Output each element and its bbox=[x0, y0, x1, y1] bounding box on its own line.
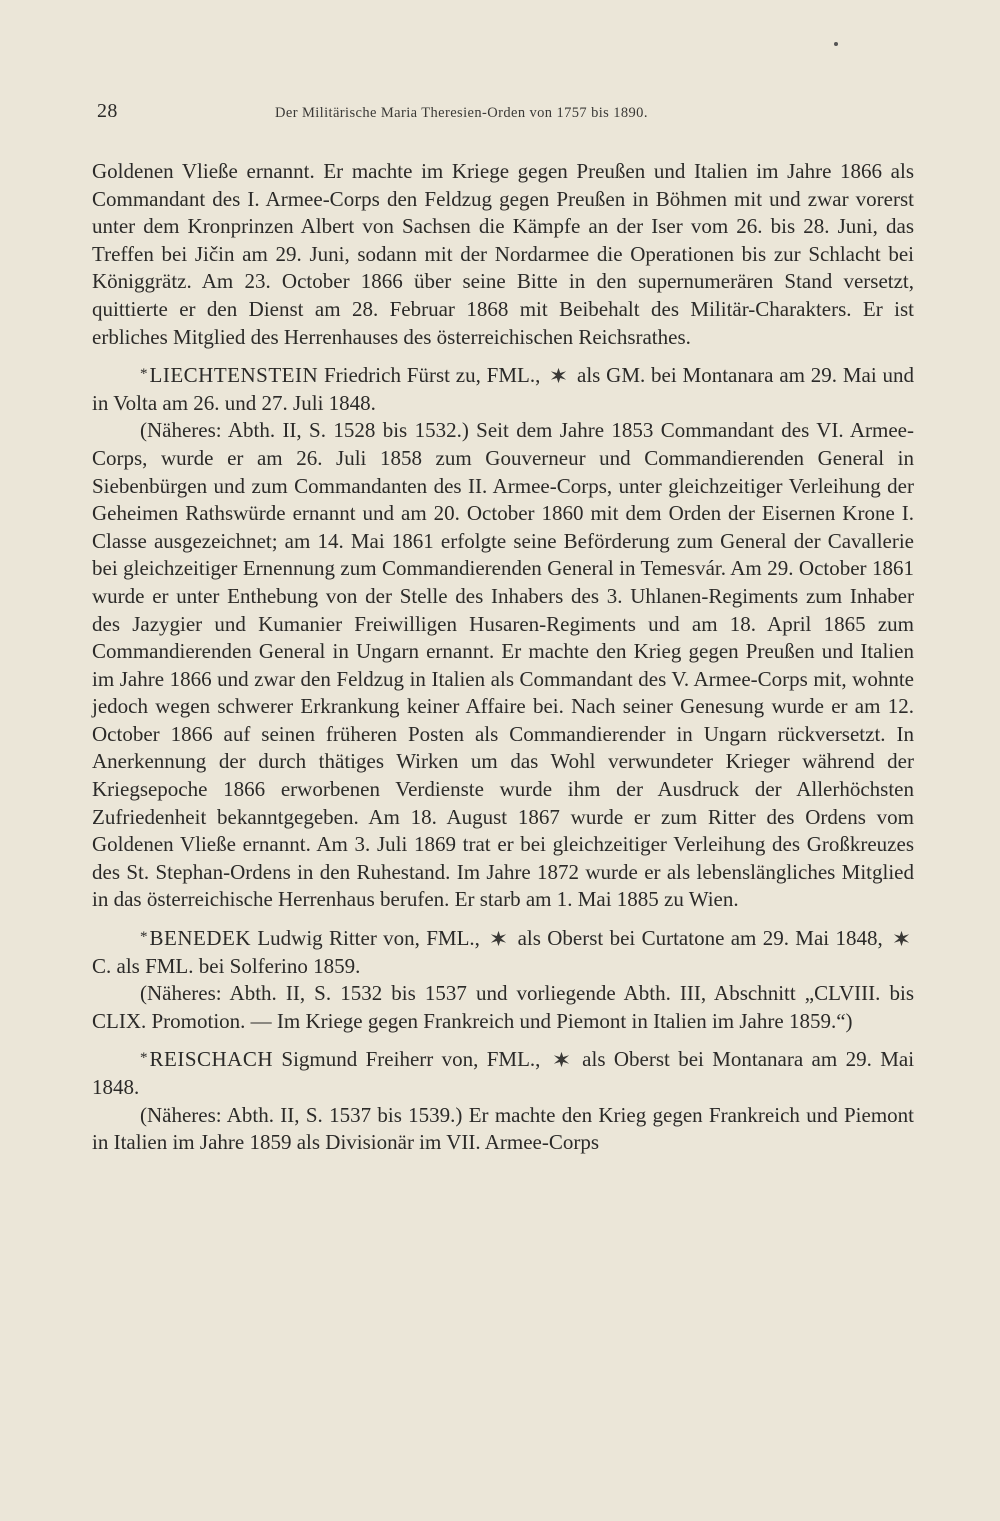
asterisk: * bbox=[140, 366, 148, 383]
page-number: 28 bbox=[97, 100, 118, 122]
cross-icon bbox=[550, 367, 567, 384]
cross-icon bbox=[490, 930, 507, 947]
ink-speck bbox=[834, 42, 838, 46]
cross-icon bbox=[553, 1051, 570, 1068]
entry-details: (Näheres: Abth. II, S. 1537 bis 1539.) Er machte den Krieg gegen Frankreich und Piemont in Italien im Jahre 1859 als Divisionär im VII. Armee-Corps bbox=[92, 1102, 914, 1155]
cross-icon bbox=[893, 930, 910, 947]
entry-name: BENEDEK bbox=[149, 926, 251, 951]
entry-intro: Friedrich Fürst zu, FML., bbox=[323, 363, 541, 388]
entry-details: (Näheres: Abth. II, S. 1532 bis 1537 und vorliegende Abth. III, Abschnitt „CLVIII. bis CLIX. Promotion. — Im Kriege gegen Frankreich und Piemont in Italien im Jahre 1859.“) bbox=[92, 981, 914, 1033]
entry-liechtenstein bbox=[92, 361, 914, 417]
asterisk: * bbox=[140, 929, 148, 946]
entry-name: LIECHTENSTEIN bbox=[149, 363, 319, 388]
entry-citation-2: C. als FML. bei Solferino 1859. bbox=[92, 953, 361, 978]
entry-details: (Näheres: Abth. II, S. 1528 bis 1532.) Seit dem Jahre 1853 Commandant des VI. Armee-Corps, wurde er am 26. Juli 1858 zum Gouverneur und Commandierenden General in Siebenbürgen und zum Commandanten des II. Armee-Corps, unter gleichzeitiger Verleihung der Geheimen Rathswürde ernannt und am 20. October 1860 mit dem Orden der Eisernen Krone I. Classe ausgezeichnet; am 14. Mai 1861 erfolgte seine Beförderung zum General der Cavallerie bei gleichzeitiger Ernennung zum Commandierenden General in Temesvár. Am 29. October 1861 wurde er unter Enthebung von der Stelle des Inhabers des 3. Uhlanen-Regiments zum Inhaber des Jazygier und Kumanier Freiwilligen Husaren-Regiments und am 18. April 1865 zum Commandierenden General in Ungarn ernannt. Er machte den Krieg gegen Preußen und Italien im Jahre 1866 und zwar den Feldzug in Italien als Commandant des V. Armee-Corps mit, wohnte jedoch wegen schwerer Erkrankung keiner Affaire bei. Nach seiner Genesung wurde er am 12. October 1866 auf seinen früheren Posten als Commandierender in Ungarn rückversetzt. In Anerkennung der durch thätiges Wirken um das Wohl verwundeter Krieger während der Kriegsepoche 1866 erworbenen Verdienste wurde ihm der Ausdruck der Allerhöchsten Zufriedenheit bekanntgegeben. Am 18. August 1867 wurde er zum Ritter des Ordens vom Goldenen Vließe ernannt. Am 3. Juli 1869 trat er bei gleichzeitiger Verleihung des Großkreuzes des St. Stephan-Ordens in den Ruhestand. Im Jahre 1872 wurde er als lebenslängliches Mitglied in das österreichische Herrenhaus berufen. Er starb am 1. Mai 1885 zu Wien. bbox=[92, 418, 914, 912]
asterisk: * bbox=[140, 1050, 148, 1067]
continuation-paragraph: Goldenen Vließe ernannt. Er machte im Kriege gegen Preußen und Italien im Jahre 1866 als Commandant des I. Armee-Corps den Feldzug gegen Preußen in Böhmen mit und zwar vorerst unter dem Kronprinzen Albert von Sachsen die Kämpfe an der Iser vom 26. bis 28. Juni, das Treffen bei Jičin am 29. Juni, sodann mit der Nordarmee die Operationen bis zur Schlacht bei Königgrätz. Am 23. October 1866 über seine Bitte in den supernumerären Stand versetzt, quittierte er den Dienst am 28. Februar 1868 mit Beibehalt des Militär-Charakters. Er ist erbliches Mitglied des Herrenhauses des österreichischen Reichsrathes. bbox=[92, 159, 914, 349]
entry-intro: Sigmund Freiherr von, FML., bbox=[281, 1047, 541, 1072]
entry-intro: Ludwig Ritter von, FML., bbox=[257, 926, 480, 951]
body-text bbox=[92, 158, 914, 1157]
entry-citation: als Oberst bei Curtatone am 29. Mai 1848, bbox=[517, 926, 890, 951]
entry-citation: als Oberst bei Montanara am 29. Mai 1848. bbox=[92, 1047, 915, 1099]
entry-name: REISCHACH bbox=[149, 1047, 274, 1072]
entry-citation: als GM. bei Montanara am 29. Mai und in Volta am 26. und 27. Juli 1848. bbox=[92, 363, 915, 415]
running-title: Der Militärische Maria Theresien-Orden von 1757 bis 1890. bbox=[275, 105, 648, 121]
entry-benedek bbox=[92, 924, 914, 980]
entry-reischach bbox=[92, 1045, 914, 1101]
